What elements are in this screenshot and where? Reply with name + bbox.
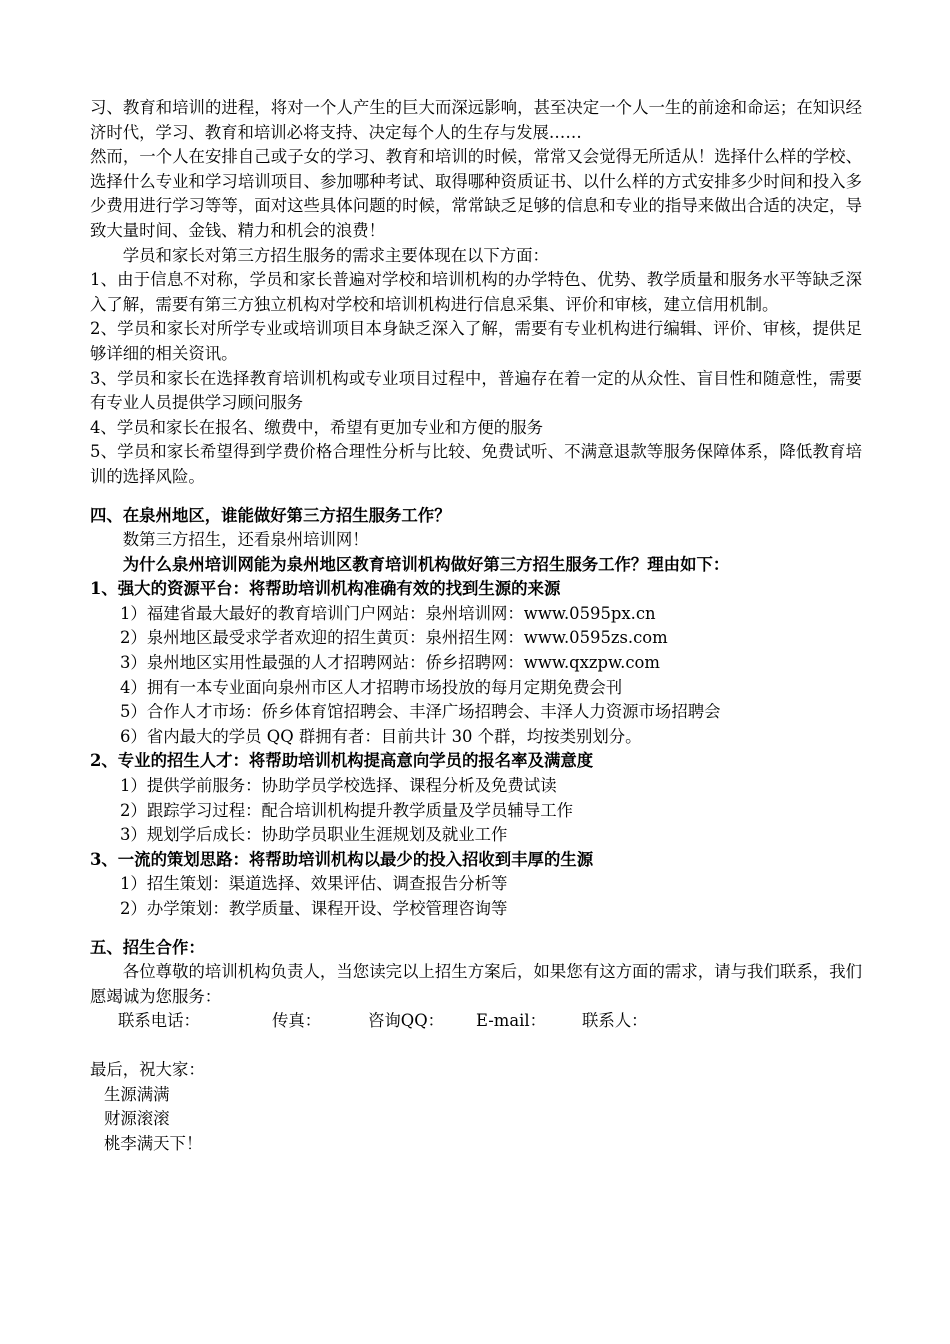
point-1-title: 1、强大的资源平台：将帮助培训机构准确有效的找到生源的来源: [90, 579, 561, 599]
section-4-reason-heading: 为什么泉州培训网能为泉州地区教育培训机构做好第三方招生服务工作？理由如下：: [122, 554, 730, 574]
closing-wish-1: 生源满满: [104, 1084, 170, 1104]
needs-item-5: 5、学员和家长希望得到学费价格合理性分析与比较、免费试听、不满意退款等服务保障体系，降低教育培训的选择风险。: [90, 442, 862, 486]
section-5-title: 五、招生合作：: [90, 937, 205, 957]
point-2-item-2: 2）跟踪学习过程：配合培训机构提升教学质量及学员辅导工作: [120, 800, 573, 820]
closing-wish-2: 财源滚滚: [104, 1109, 170, 1129]
contact-qq-label: 咨询QQ：: [368, 1011, 445, 1031]
intro-paragraph-2: 然而，一个人在安排自己或子女的学习、教育和培训的时候，常常又会觉得无所适从！选择什么样的学校、选择什么专业和学习培训项目、参加哪种考试、取得哪种资质证书、以什么样的方式安排多少时间和投入多少费用进行学习等等，面对这些具体问题的时候，常常缺乏足够的信息和专业的指导来做出合适的决定，导致大量时间、金钱、精力和机会的浪费！: [90, 147, 862, 240]
point-3-item-1: 1）招生策划：渠道选择、效果评估、调查报告分析等: [120, 874, 508, 894]
contact-phone-label: 联系电话：: [118, 1011, 200, 1031]
point-1-item-3: 3）泉州地区实用性最强的人才招聘网站：侨乡招聘网：www.qxzpw.com: [120, 653, 660, 673]
spacer: [90, 490, 862, 504]
point-2-item-1: 1）提供学前服务：协助学员学校选择、课程分析及免费试读: [120, 776, 557, 796]
needs-item-3: 3、学员和家长在选择教育培训机构或专业项目过程中，普遍存在着一定的从众性、盲目性和随意性，需要有专业人员提供学习顾问服务: [90, 368, 862, 413]
closing-wish-3: 桃李满天下！: [104, 1133, 203, 1153]
document-body: [90, 96, 862, 1156]
spacer: [90, 922, 862, 936]
needs-heading: 学员和家长对第三方招生服务的需求主要体现在以下方面：: [122, 245, 549, 265]
point-1-item-6: 6）省内最大的学员 QQ 群拥有者：目前共计 30 个群，均按类别划分。: [120, 726, 642, 746]
point-3-item-2: 2）办学策划：教学质量、课程开设、学校管理咨询等: [120, 899, 508, 918]
needs-item-1: 1、由于信息不对称，学员和家长普遍对学校和培训机构的办学特色、优势、教学质量和服务水平等缺乏深入了解，需要有第三方独立机构对学校和培训机构进行信息采集、评价和审核，建立信用机制。: [90, 270, 862, 314]
contact-fax-label: 传真：: [272, 1011, 322, 1031]
spacer: [90, 1034, 862, 1058]
section-5-body: 各位尊敬的培训机构负责人，当您读完以上招生方案后，如果您有这方面的需求，请与我们联系，我们愿竭诚为您服务：: [90, 962, 862, 1006]
point-1-item-5: 5）合作人才市场：侨乡体育馆招聘会、丰泽广场招聘会、丰泽人力资源市场招聘会: [120, 702, 721, 722]
point-1-item-4: 4）拥有一本专业面向泉州市区人才招聘市场投放的每月定期免费会刊: [120, 677, 623, 697]
point-2-item-3: 3）规划学后成长：协助学员职业生涯规划及就业工作: [120, 825, 508, 845]
needs-item-4: 4、学员和家长在报名、缴费中，希望有更加专业和方便的服务: [90, 417, 543, 437]
contact-person-label: 联系人：: [582, 1011, 648, 1031]
section-4-title: 四、在泉州地区，谁能做好第三方招生服务工作？: [90, 505, 451, 525]
contact-line: [90, 1009, 862, 1034]
closing-lead: 最后，祝大家：: [90, 1059, 205, 1079]
section-4-answer: 数第三方招生，还看泉州培训网！: [122, 530, 369, 550]
contact-email-label: E-mail：: [476, 1011, 546, 1031]
point-1-item-1: 1）福建省最大最好的教育培训门户网站：泉州培训网：www.0595px.cn: [120, 603, 656, 623]
intro-paragraph-1: 习、教育和培训的进程，将对一个人产生的巨大而深远影响，甚至决定一个人一生的前途和命运；在知识经济时代，学习、教育和培训必将支持、决定每个人的生存与发展……: [90, 98, 862, 142]
point-3-title: 3、一流的策划思路：将帮助培训机构以最少的投入招收到丰厚的生源: [90, 849, 594, 869]
point-2-title: 2、专业的招生人才：将帮助培训机构提高意向学员的报名率及满意度: [90, 751, 594, 771]
needs-item-2: 2、学员和家长对所学专业或培训项目本身缺乏深入了解，需要有专业机构进行编辑、评价、审核，提供足够详细的相关资讯。: [90, 319, 862, 363]
point-1-item-2: 2）泉州地区最受求学者欢迎的招生黄页：泉州招生网：www.0595zs.com: [120, 628, 668, 648]
